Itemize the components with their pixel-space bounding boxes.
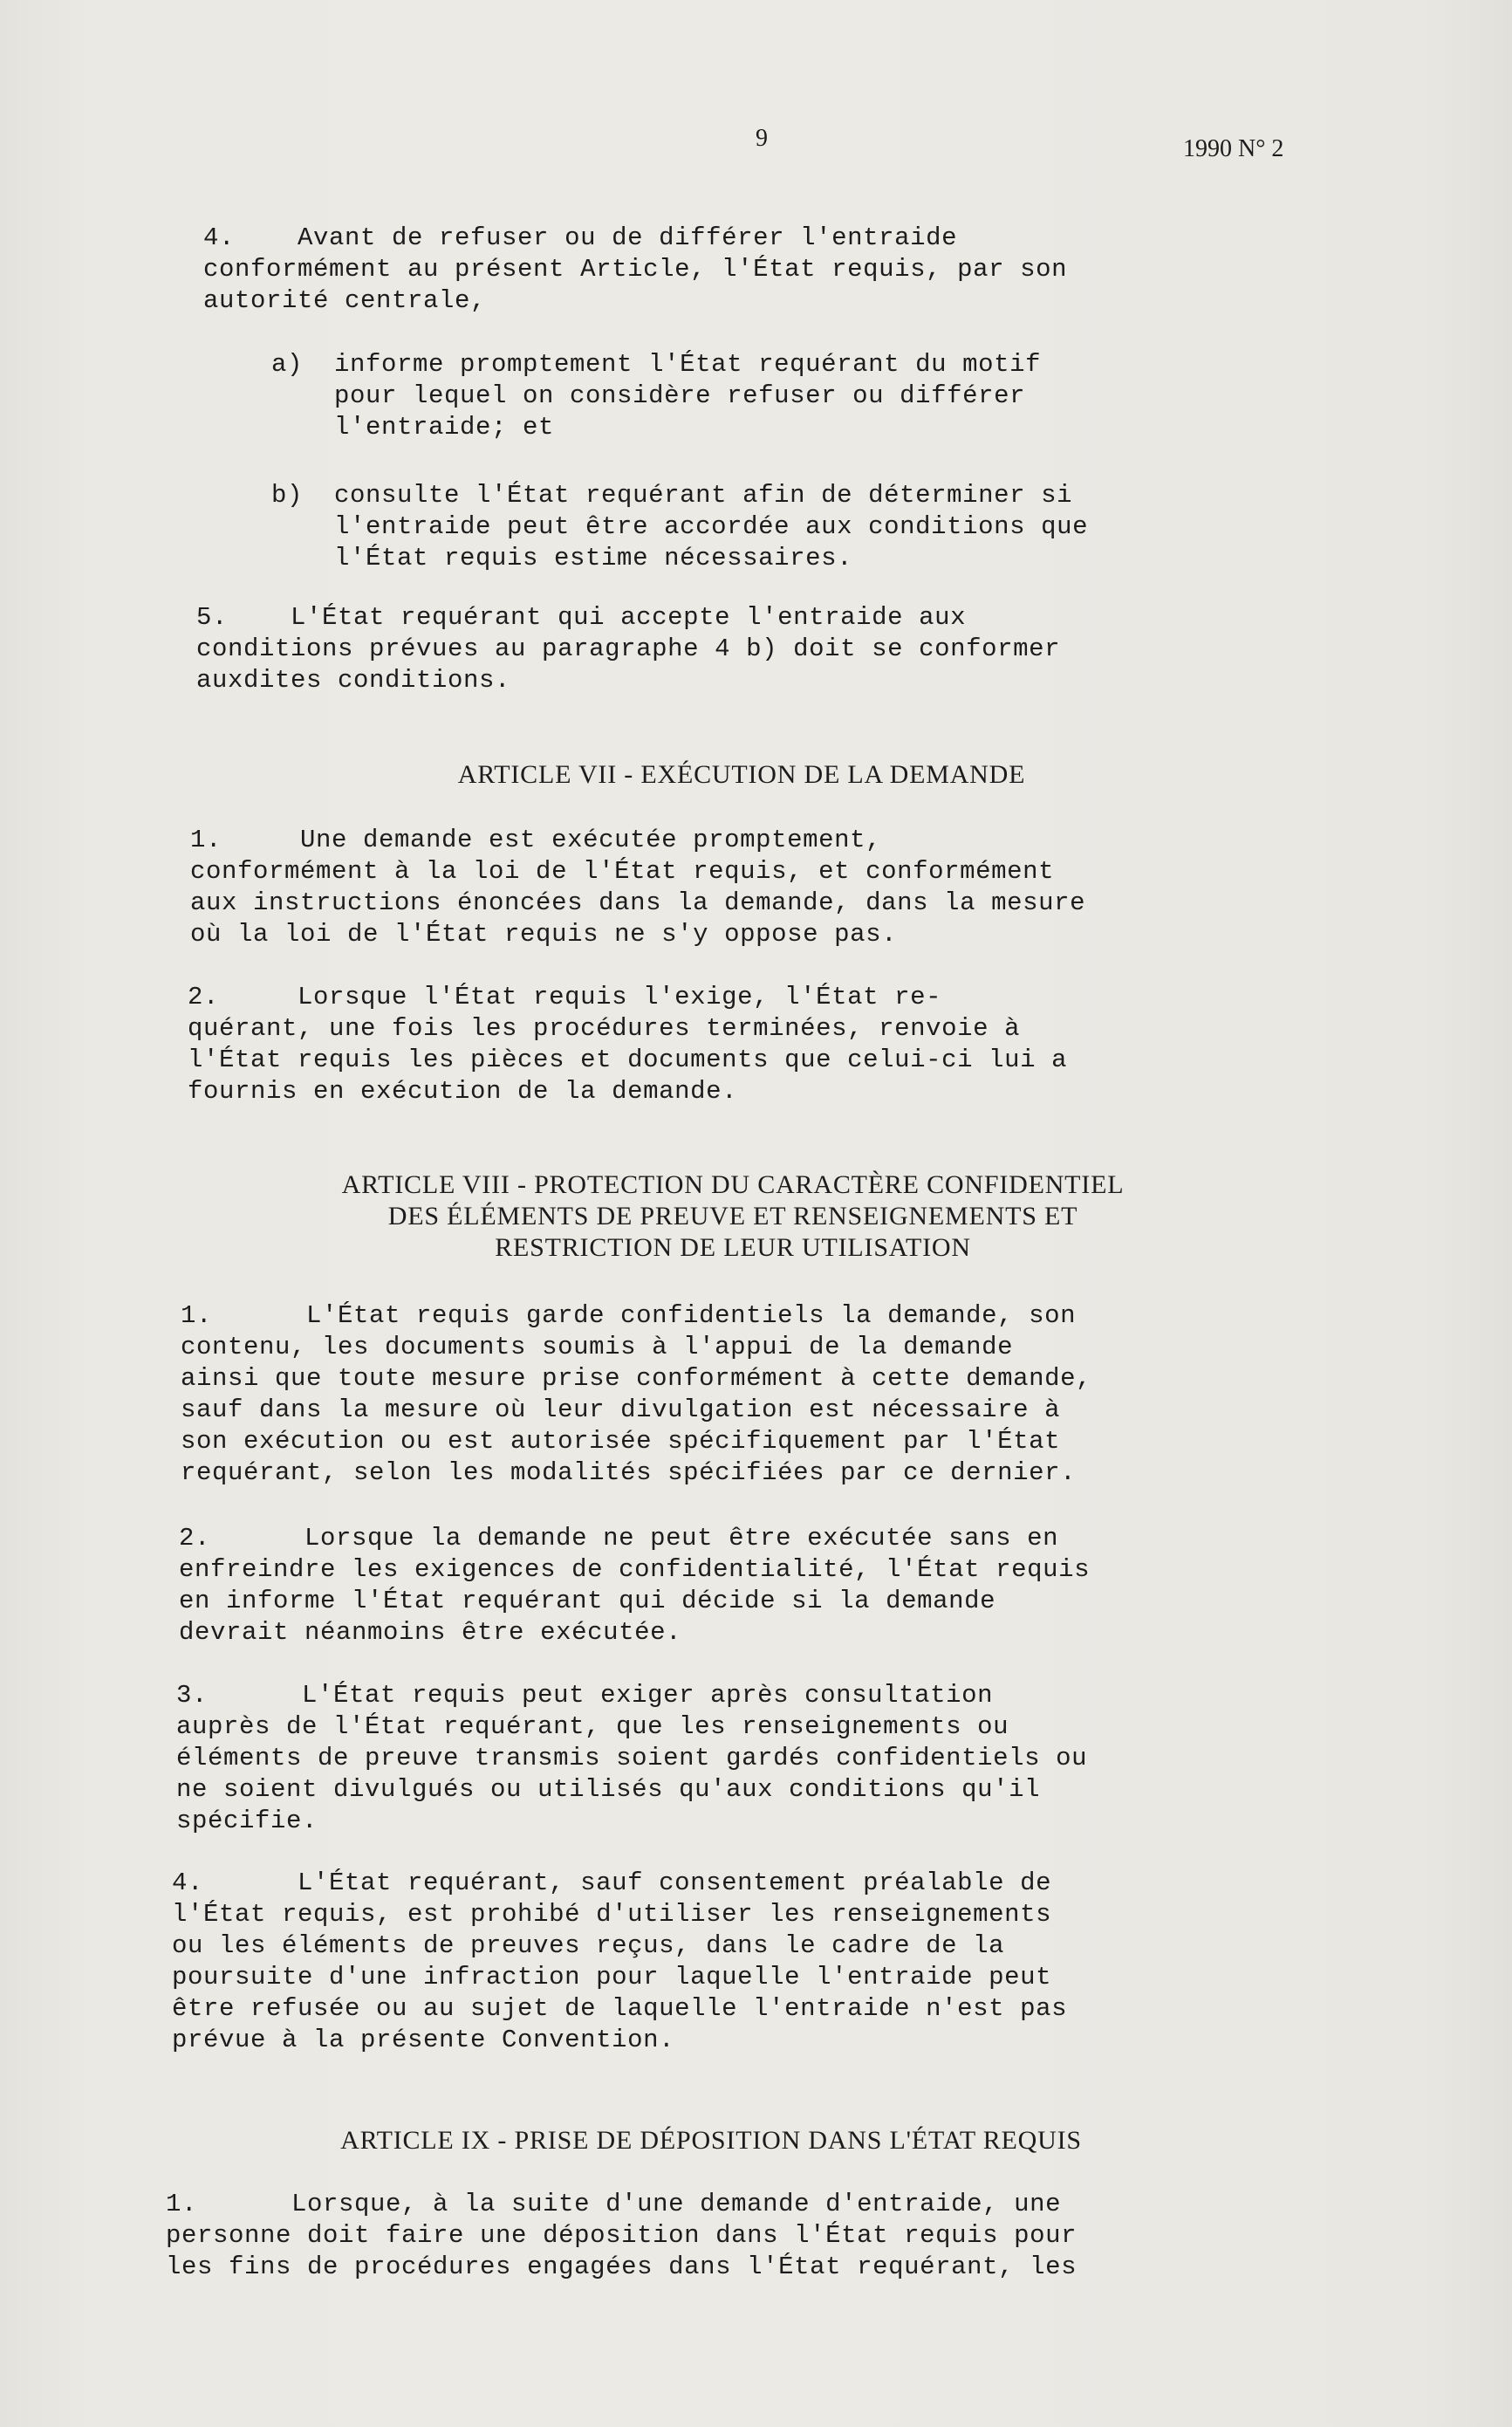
heading-article-7: ARTICLE VII - EXÉCUTION DE LA DEMANDE xyxy=(457,760,1026,789)
article-8-paragraph-3: 3. L'État requis peut exiger après consultation auprès de l'État requérant, que les renseignements ou éléments de preuve transmis soient gardés confidentiels ou ne soient divulgués ou utilisés qu'aux conditions qu'il spécifie. xyxy=(176,1681,1088,1835)
article-8-paragraph-1: 1. L'État requis garde confidentiels la demande, son contenu, les documents soumis à l'appui de la demande ainsi que toute mesure prise conformément à cette demande, sauf dans la mesure où leur divulgation est nécessaire à son exécution ou est autorisée spécifiquement par l'État requérant, selon les modalités spécifiées par ce dernier. xyxy=(181,1301,1092,1487)
article-7-paragraph-1: 1. Une demande est exécutée promptement, conformément à la loi de l'État requis, et conformément aux instructions énoncées dans la demande, dans la mesure où la loi de l'État requis ne s'y oppose pas. xyxy=(190,826,1086,949)
article-8-paragraph-2: 2. Lorsque la demande ne peut être exécutée sans en enfreindre les exigences de confidentialité, l'État requis en informe l'État requérant qui décide si la demande devrait néanmoins être exécutée. xyxy=(179,1524,1091,1647)
article-9-paragraph-1: 1. Lorsque, à la suite d'une demande d'entraide, une personne doit faire une déposition dans l'État requis pour les fins de procédures engagées dans l'État requérant, les xyxy=(166,2190,1078,2281)
heading-article-9: ARTICLE IX - PRISE DE DÉPOSITION DANS L'ÉTAT REQUIS xyxy=(340,2126,1082,2155)
page-number: 9 xyxy=(756,125,768,152)
article-8-paragraph-4: 4. L'État requérant, sauf consentement préalable de l'État requis, est prohibé d'utiliser les renseignements ou les éléments de preuves reçus, dans le cadre de la poursuite d'une infraction pour laquelle l'entraide peut être refusée ou au sujet de laquelle l'entraide n'est pas prévue à la présente Convention. xyxy=(172,1868,1068,2054)
paragraph-4a: a) informe promptement l'État requérant du motif pour lequel on considère refuser ou différer l'entraide; et xyxy=(271,350,1042,442)
heading-article-8: ARTICLE VIII - PROTECTION DU CARACTÈRE CONFIDENTIEL DES ÉLÉMENTS DE PREUVE ET RENSEIGNEMENTS ET RESTRICTION DE LEUR UTILISATION xyxy=(341,1170,1125,1262)
paragraph-4: 4. Avant de refuser ou de différer l'entraide conformément au présent Article, l'État requis, par son autorité centrale, xyxy=(203,223,1068,315)
document-reference: 1990 N° 2 xyxy=(1183,135,1284,162)
paragraph-5: 5. L'État requérant qui accepte l'entraide aux conditions prévues au paragraphe 4 b) doit se conformer auxdites conditions. xyxy=(196,603,1061,695)
article-7-paragraph-2: 2. Lorsque l'État requis l'exige, l'État re- quérant, une fois les procédures terminées, renvoie à l'État requis les pièces et documents que celui-ci lui a fournis en exécution de la demande. xyxy=(188,983,1068,1106)
paragraph-4b: b) consulte l'État requérant afin de déterminer si l'entraide peut être accordée aux conditions que l'État requis estime nécessaires. xyxy=(271,481,1089,572)
